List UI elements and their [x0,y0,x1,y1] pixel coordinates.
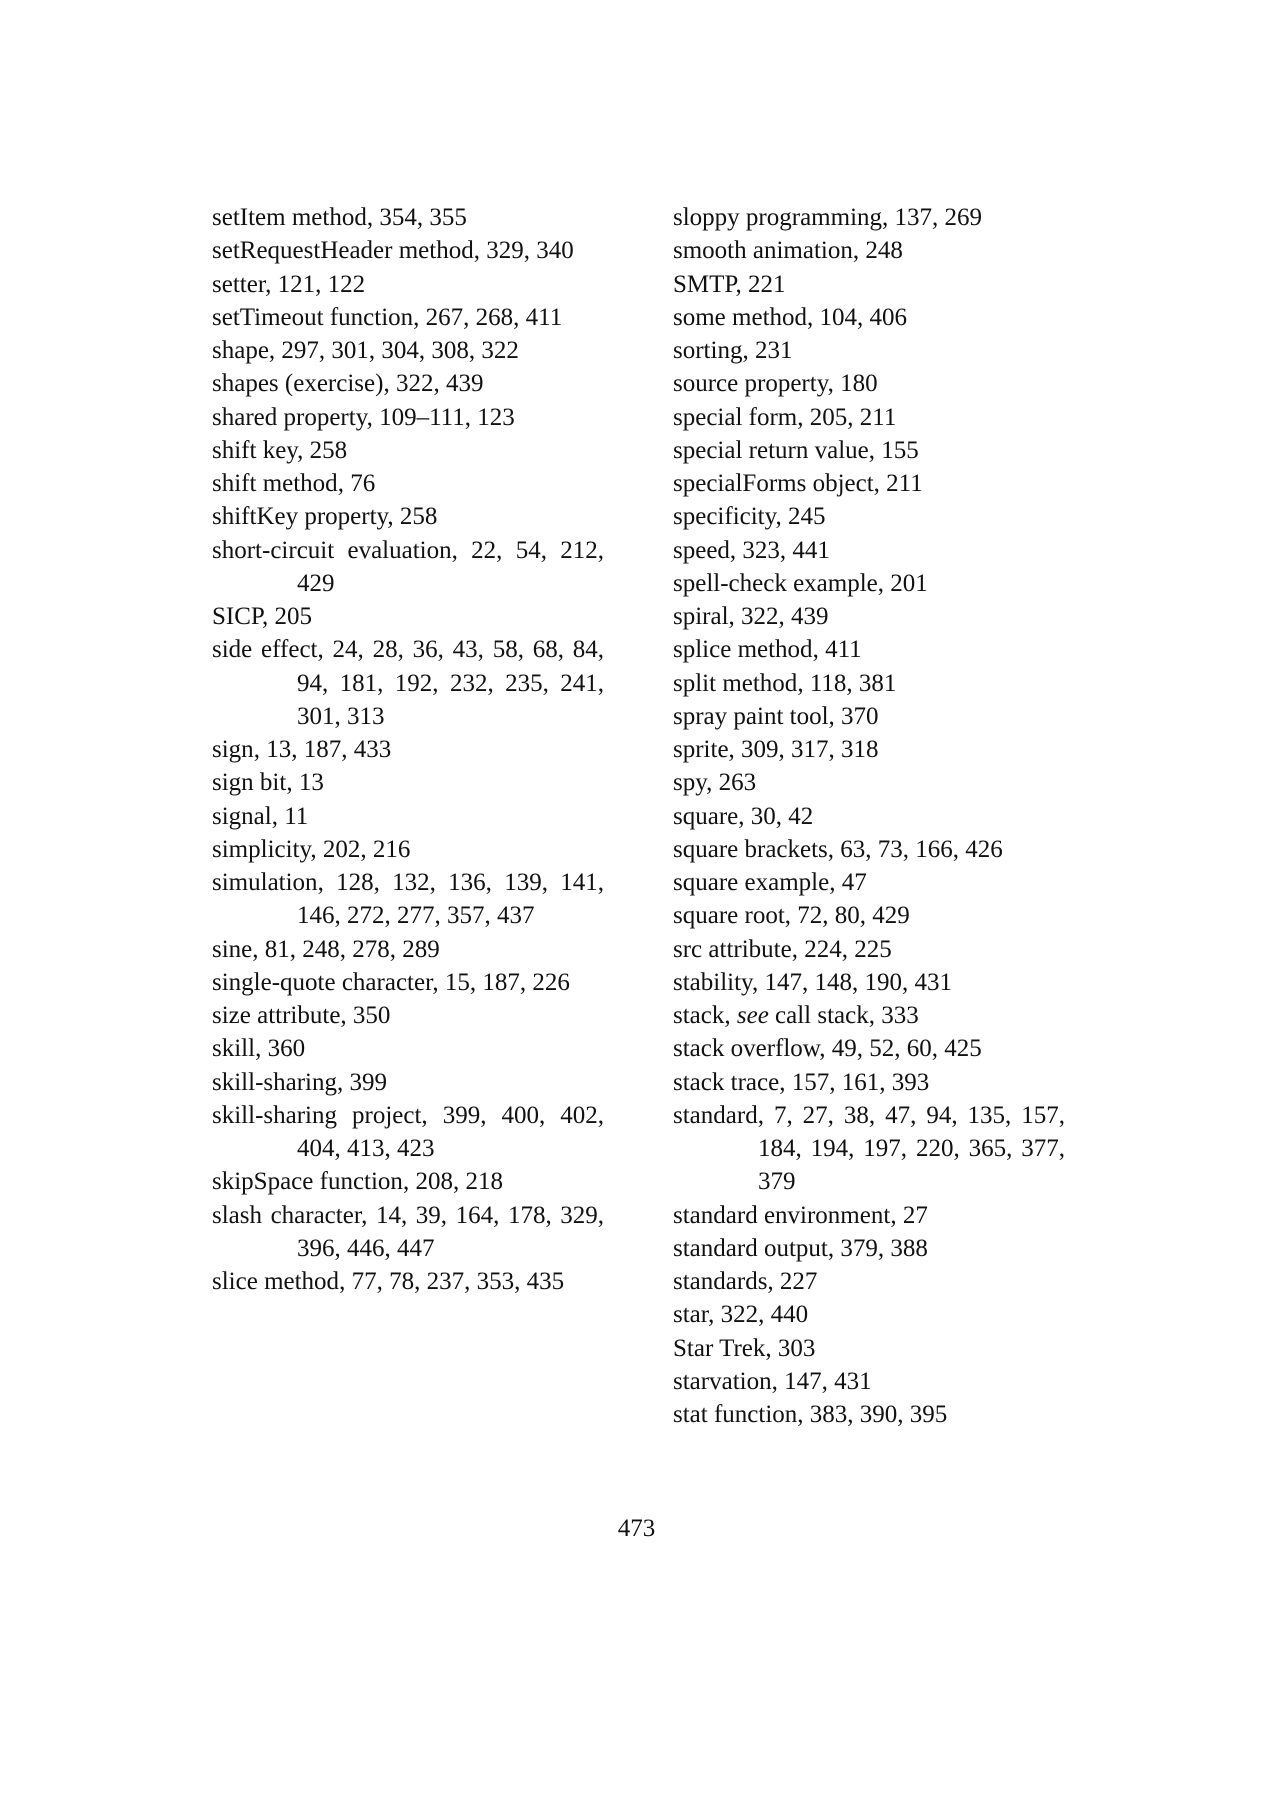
index-term: star [673,1301,709,1329]
index-term: single-quote character [212,968,433,996]
index-entry: setRequestHeader method, 329, 340 [212,237,574,265]
index-entry: skill-sharing, 399 [212,1068,387,1096]
index-pages: 329, 340 [486,237,574,265]
index-pages: 245 [788,503,826,531]
index-term: skill-sharing [212,1068,337,1096]
index-pages: 11 [284,802,309,830]
index-entry: simplicity, 202, 216 [212,835,411,863]
index-pages: 360 [267,1035,306,1063]
index-term: special form [673,403,798,431]
index-pages: 309, 317, 318 [741,736,879,763]
index-term: standards [673,1268,768,1295]
index-pages: 211 [886,470,923,497]
index-term: Star Trek [673,1334,766,1362]
index-term: setRequestHeader method [212,237,474,265]
index-term: special return value [673,436,869,464]
index-pages: 30, 42 [750,802,814,830]
index-entry: setter, 121, 122 [212,270,366,298]
index-pages: 370 [841,702,879,730]
index-entry: setItem method, 354, 355 [212,204,467,231]
index-entry: spray paint tool, 370 [673,702,879,730]
index-term: signal [212,802,272,830]
index-pages: 323, 441 [742,536,830,564]
index-pages: 208, 218 [415,1168,503,1196]
index-term: square example [673,869,830,896]
index-pages: 258 [309,436,348,464]
index-entry: src attribute, 224, 225 [673,935,892,963]
index-pages: 205 [274,603,313,630]
index-entry: specialForms object, 211 [673,470,923,497]
index-term: square [673,802,739,830]
index-entry: spell-check example, 201 [673,569,928,597]
index-entry: SICP, 205 [212,603,313,630]
index-term: setItem method [212,204,367,231]
index-term: skill-sharing project [212,1101,422,1129]
index-term: square root [673,902,785,930]
index-pages: 137, 269 [894,204,983,231]
index-pages: 109–111, 123 [379,403,515,431]
index-entry: shift key, 258 [212,436,348,464]
index-entry: square brackets, 63, 73, 166, 426 [673,835,1003,863]
index-entry: single-quote character, 15, 187, 226 [212,968,570,996]
index-term: spy [673,769,707,797]
index-entry: short-circuit evaluation, 22, 54, 212, 429 [212,536,604,597]
index-entry: split method, 118, 381 [673,669,897,697]
see-label: see [736,1002,769,1029]
index-entry: standard environment, 27 [673,1201,928,1229]
index-term: shared property [212,403,367,431]
index-term: sign bit [212,769,287,797]
index-term: size attribute [212,1002,341,1029]
index-entry: slice method, 77, 78, 237, 353, 435 [212,1268,565,1295]
index-term: speed [673,536,730,564]
index-term: stack overflow [673,1035,820,1063]
index-pages: 205, 211 [809,403,897,431]
index-pages: 147, 148, 190, 431 [764,968,952,996]
index-pages: 22, 54, 212, 429 [297,536,604,597]
index-term: shapes (exercise) [212,370,384,398]
index-entry: shape, 297, 301, 304, 308, 322 [212,337,519,364]
index-pages: 157, 161, 393 [791,1068,930,1096]
index-term: simulation [212,869,318,896]
index-pages: 63, 73, 166, 426 [840,835,1003,863]
index-term: stability [673,968,752,996]
index-term: source property [673,370,828,398]
index-pages: 303 [777,1334,816,1362]
index-pages: 399, 400, 402, 404, 413, 423 [297,1101,604,1162]
index-column-left [212,201,604,1298]
index-term: spiral [673,603,729,630]
index-pages: 15, 187, 226 [444,968,570,996]
index-pages: 81, 248, 278, 289 [264,935,440,963]
index-entry: spiral, 322, 439 [673,603,829,630]
index-term: splice method [673,636,813,664]
index-term: shiftKey property [212,503,388,531]
index-pages: 47 [841,869,867,896]
index-term: smooth animation [673,237,853,265]
index-entry: signal, 11 [212,802,309,830]
index-pages: 383, 390, 395 [809,1401,948,1428]
index-entry: slash character, 14, 39, 164, 178, 329, 396, 446, 447 [212,1201,605,1262]
index-term: square brackets [673,835,828,863]
index-entry: stat function, 383, 390, 395 [673,1401,948,1428]
index-entry: stack trace, 157, 161, 393 [673,1068,930,1096]
index-pages: 14, 39, 164, 178, 329, 396, 446, 447 [297,1201,605,1262]
index-entry: speed, 323, 441 [673,536,830,564]
index-pages: 118, 381 [809,669,897,697]
index-entry: shiftKey property, 258 [212,503,438,531]
page-number: 473 [617,1515,656,1542]
index-pages: 411 [825,636,862,664]
index-entry: square example, 47 [673,869,867,896]
index-term: setTimeout function [212,303,414,331]
index-term: SMTP [673,270,736,298]
index-pages: 76 [350,470,376,497]
index-term: standard [673,1101,758,1129]
index-pages: 72, 80, 429 [797,902,910,930]
index-entry: side effect, 24, 28, 36, 43, 58, 68, 84, 94, 181, 192, 232, 235, 241, 301, 313 [212,636,605,730]
index-term: slash character [212,1201,362,1229]
index-entry: standards, 227 [673,1268,818,1295]
index-term: setter [212,270,266,298]
index-pages: 77, 78, 237, 353, 435 [351,1268,565,1295]
index-pages: 267, 268, 411 [425,303,563,331]
index-entry: stack overflow, 49, 52, 60, 425 [673,1035,982,1063]
index-entry: specificity, 245 [673,503,826,531]
index-term: src attribute [673,935,792,963]
index-term: simplicity [212,835,311,863]
index-entry: skill-sharing project, 399, 400, 402, 404, 413, 423 [212,1101,604,1162]
index-pages: 322, 439 [395,370,484,398]
see-target: call stack [775,1002,869,1029]
index-entry: sine, 81, 248, 278, 289 [212,935,440,963]
index-pages: 49, 52, 60, 425 [831,1035,982,1063]
index-pages: 333 [881,1002,919,1029]
index-pages: 27 [902,1201,928,1229]
index-pages: 227 [779,1268,818,1295]
index-pages: 248 [865,237,903,265]
index-pages: 322, 439 [741,603,829,630]
index-term: skipSpace function [212,1168,403,1196]
index-term: side effect [212,636,318,664]
index-entry: standard output, 379, 388 [673,1234,928,1262]
index-pages: 224, 225 [804,935,892,963]
index-pages: 13 [298,769,324,797]
index-entry: Star Trek, 303 [673,1334,816,1362]
index-pages: 104, 406 [819,303,908,331]
index-pages: 202, 216 [322,835,411,863]
index-term: specialForms object [673,470,874,497]
index-entry: SMTP, 221 [673,270,786,298]
index-entry: sign, 13, 187, 433 [212,736,392,763]
index-entry: skipSpace function, 208, 218 [212,1168,503,1196]
index-pages: 155 [881,436,919,464]
index-pages: 201 [890,569,928,597]
index-term: specificity [673,503,776,531]
index-entry: size attribute, 350 [212,1002,391,1029]
index-entry: setTimeout function, 267, 268, 411 [212,303,563,331]
index-term: skill [212,1035,256,1063]
index-entry: some method, 104, 406 [673,303,908,331]
index-pages: 350 [352,1002,391,1029]
index-term: spray paint tool [673,702,829,730]
index-entry: skill, 360 [212,1035,306,1063]
index-pages: 263 [718,769,757,797]
index-term: stack trace [673,1068,780,1096]
index-term: slice method [212,1268,340,1295]
index-entry: square root, 72, 80, 429 [673,902,910,930]
index-pages: 147, 431 [784,1367,872,1395]
index-term: stack [673,1002,725,1029]
index-term: spell-check example [673,569,878,597]
index-term: standard environment [673,1201,891,1229]
index-pages: 180 [840,370,878,398]
index-entry: sign bit, 13 [212,769,324,797]
index-entry: spy, 263 [673,769,757,797]
index-entry: stability, 147, 148, 190, 431 [673,968,952,996]
index-entry: shapes (exercise), 322, 439 [212,370,484,398]
index-entry: sprite, 309, 317, 318 [673,736,879,763]
index-pages: 231 [754,337,793,364]
index-entry: source property, 180 [673,370,878,398]
index-entry: special form, 205, 211 [673,403,897,431]
index-term: some method [673,303,808,331]
index-entry-see-reference: stack, see call stack, 333 [673,1002,919,1029]
index-entry: splice method, 411 [673,636,862,664]
index-term: shift key [212,436,298,464]
index-entry: starvation, 147, 431 [673,1367,872,1395]
index-term: sorting [673,337,743,364]
index-pages: 354, 355 [379,204,467,231]
index-term: sloppy programming [673,204,883,231]
index-pages: 7, 27, 38, 47, 94, 135, 157, 184, 194, 197, 220, 365, 377, 379 [758,1101,1066,1196]
index-entry: square, 30, 42 [673,802,814,830]
index-term: sprite [673,736,729,763]
index-entry: star, 322, 440 [673,1301,809,1329]
index-term: standard output [673,1234,828,1262]
index-term: sign [212,736,254,763]
index-entry: sorting, 231 [673,337,793,364]
index-entry: smooth animation, 248 [673,237,903,265]
index-pages: 379, 388 [840,1234,928,1262]
index-term: starvation [673,1367,772,1395]
index-term: split method [673,669,798,697]
index-term: shift method [212,470,338,497]
index-term: SICP [212,603,263,630]
index-entry: shift method, 76 [212,470,376,497]
index-entry: special return value, 155 [673,436,919,464]
index-term: stat function [673,1401,798,1428]
index-pages: 399 [349,1068,387,1096]
index-pages: 13, 187, 433 [266,736,392,763]
index-entry: simulation, 128, 132, 136, 139, 141, 146, 272, 277, 357, 437 [212,869,605,930]
index-column-right [673,201,1065,1431]
index-pages: 322, 440 [720,1301,809,1329]
index-term: sine [212,935,253,963]
index-pages: 221 [748,270,786,298]
index-term: shape [212,337,269,364]
index-entry: standard, 7, 27, 38, 47, 94, 135, 157, 184, 194, 197, 220, 365, 377, 379 [673,1101,1066,1196]
index-pages: 121, 122 [277,270,366,298]
index-term: short-circuit evaluation [212,536,452,564]
index-pages: 297, 301, 304, 308, 322 [281,337,519,364]
index-pages: 258 [399,503,438,531]
index-pages: 128, 132, 136, 139, 141, 146, 272, 277, 357, 437 [297,869,605,930]
index-entry: shared property, 109–111, 123 [212,403,515,431]
index-entry: sloppy programming, 137, 269 [673,204,983,231]
index-pages: 24, 28, 36, 43, 58, 68, 84, 94, 181, 192, 232, 235, 241, 301, 313 [297,636,605,730]
